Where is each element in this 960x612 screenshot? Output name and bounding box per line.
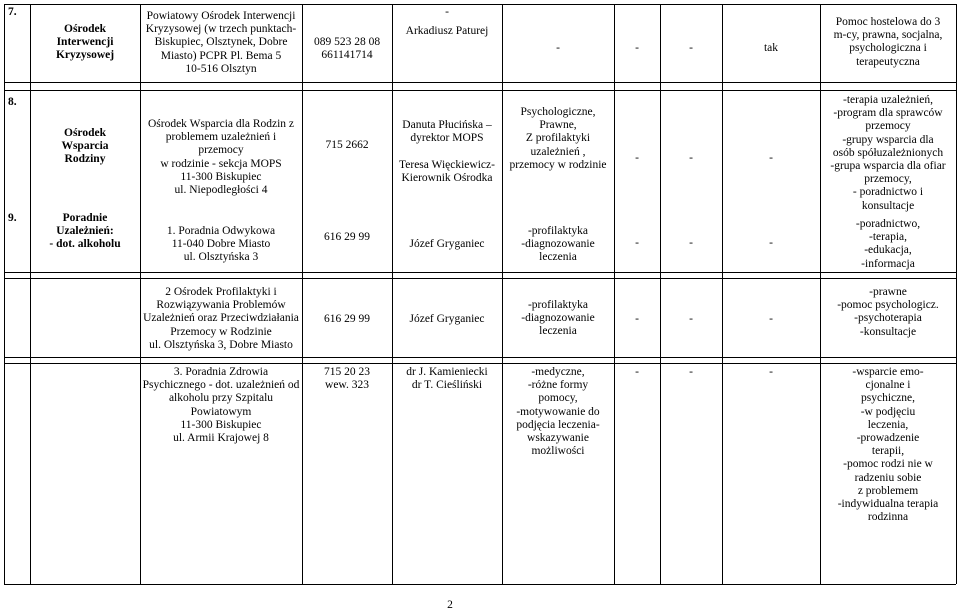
phone: 089 523 28 08 661141714 — [313, 36, 381, 62]
entity-address: 2 Ośrodek Profilaktyki i Rozwiązywania Problemów Uzależnień oraz Przeciwdziałania Przemocy w Rodzinie ul. Olsztyńska 3, Dobre Miasto — [143, 286, 299, 351]
row-number: 7. — [8, 6, 17, 18]
institution-name: Ośrodek Interwencji Kryzysowej — [55, 23, 115, 62]
col-9-value: - — [769, 237, 773, 249]
col-7-value: - — [635, 152, 639, 164]
contact-person: Józef Gryganiec — [409, 313, 485, 325]
institution-name: Poradnie Uzależnień: - dot. alkoholu — [49, 212, 121, 251]
entity-address: Ośrodek Wsparcia dla Rodzin z problemem uzależnień i przemocy w rodzinie - sekcja MOPS 11-300 Biskupiec ul. Niepodległości 4 — [147, 118, 295, 197]
help-forms: Pomoc hostelowa do 3 m-cy, prawna, socjalna, psychologiczna i terapeutyczna — [833, 16, 943, 68]
col-8-value: - — [689, 237, 693, 249]
entity-address: 3. Poradnia Zdrowia Psychicznego - dot. uzależnień od alkoholu przy Szpitalu Powiatowym 11-300 Biskupiec ul. Armii Krajowej 8 — [142, 366, 300, 445]
support-scope: -profilaktyka -diagnozowanie leczenia — [521, 225, 595, 264]
col-8-value: - — [689, 313, 693, 325]
contact-person: dr J. Kamieniecki dr T. Cieśliński — [406, 366, 488, 392]
help-forms: -poradnictwo, -terapia, -edukacja, -informacja — [855, 218, 921, 270]
contact-person: Józef Gryganiec — [409, 238, 485, 250]
col-7-value: - — [635, 366, 639, 378]
institution-name: Ośrodek Wsparcia Rodziny — [61, 127, 109, 166]
col-7-value: - — [635, 237, 639, 249]
col-8-value: - — [689, 152, 693, 164]
row-number: 8. — [8, 96, 17, 108]
phone: 616 29 99 — [324, 231, 370, 243]
phone: 715 2662 — [325, 139, 369, 151]
page-number: 2 — [447, 599, 453, 611]
phone: 715 20 23 wew. 323 — [324, 366, 370, 392]
col-9-value: - — [769, 152, 773, 164]
row-number: 9. — [8, 212, 17, 224]
col-7-value: - — [635, 313, 639, 325]
help-forms: -prawne -pomoc psychologicz. -psychoterapia -konsultacje — [837, 286, 939, 338]
col-9-value: - — [769, 366, 773, 378]
contact-person: Danuta Płucińska – dyrektor MOPS Teresa Więckiewicz- Kierownik Ośrodka — [399, 119, 495, 184]
help-forms: -wsparcie emo- cjonalne i psychiczne, -w podjęciu leczenia, -prowadzenie terapii, -pomoc rodzi nie w radzeniu sobie z problemem -indywidualna terapia rodzinna — [837, 366, 939, 524]
col-7-value: - — [635, 42, 639, 54]
col-9-value: - — [769, 313, 773, 325]
col-8-value: - — [689, 366, 693, 378]
col-9-value: tak — [763, 42, 779, 54]
support-scope: -medyczne, -różne formy pomocy, -motywowanie do podjęcia leczenia- wskazywanie możliwości — [516, 366, 600, 458]
entity-address: Powiatowy Ośrodek Interwencji Kryzysowej (w trzech punktach- Biskupiec, Olsztynek, Dobre Miasto) PCPR Pl. Bema 5 10-516 Olsztyn — [145, 10, 297, 75]
support-scope: -profilaktyka -diagnozowanie leczenia — [521, 299, 595, 338]
contact-person: - Arkadiusz Paturej — [405, 6, 489, 37]
support-scope: - — [556, 42, 560, 54]
support-scope: Psychologiczne, Prawne, Z profilaktyki uzależnień , przemocy w rodzinie — [509, 106, 607, 171]
entity-address: 1. Poradnia Odwykowa 11-040 Dobre Miasto ul. Olsztyńska 3 — [166, 225, 276, 264]
help-forms: -terapia uzależnień, -program dla sprawców przemocy -grupy wsparcia dla osób spółuzależnionych -grupa wsparcia dla ofiar przemocy, - poradnictwo i konsultacje — [830, 94, 946, 212]
phone: 616 29 99 — [324, 313, 370, 325]
col-8-value: - — [689, 42, 693, 54]
